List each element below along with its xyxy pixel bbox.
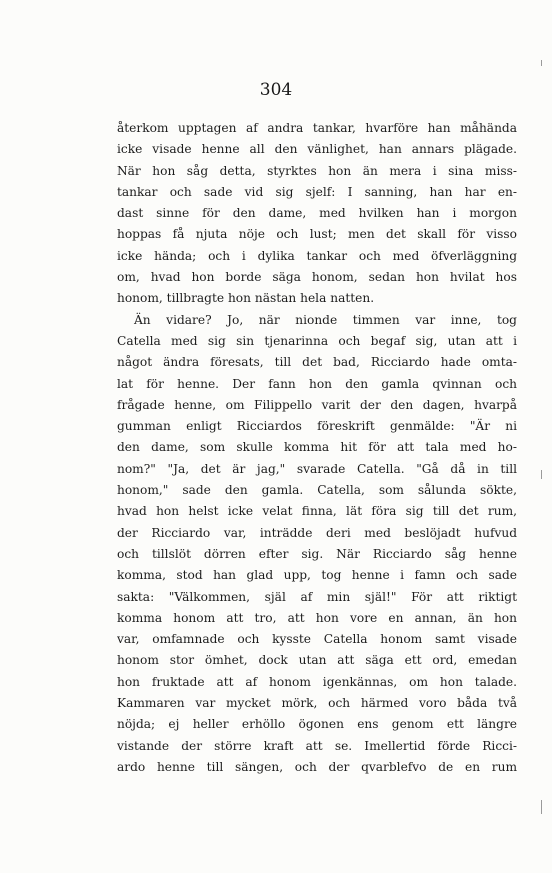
text-line: komma, stod han glad upp, tog henne i famn och sade — [117, 568, 517, 583]
text-line: icke hända; och i dylika tankar och med öfverläggning — [117, 248, 517, 263]
text-line: icke visade henne all den vänlighet, han annars plägade. — [117, 142, 517, 157]
text-line: sakta: "Välkommen, själ af min själ!" För att riktigt — [117, 589, 517, 604]
text-line: ardo henne till sängen, och der qvarblefvo de en rum — [117, 759, 517, 774]
text-line: honom stor ömhet, dock utan att säga ett ord, emedan — [117, 653, 517, 668]
text-line: tankar och sade vid sig sjelf: I sanning, han har en- — [117, 184, 517, 199]
text-line: om, hvad hon borde säga honom, sedan hon hvilat hos — [117, 270, 517, 285]
scan-edge-mark — [541, 60, 542, 66]
text-line: frågade henne, om Filippello varit der den dagen, hvarpå — [117, 397, 517, 412]
text-line: något ändra föresats, till det bad, Ricciardo hade omta- — [117, 355, 517, 370]
scan-edge-mark — [541, 470, 542, 479]
text-line: återkom upptagen af andra tankar, hvarföre han måhända — [117, 121, 517, 135]
text-line: hon fruktade att af honom igenkännas, om hon talade. — [117, 674, 517, 689]
text-line: komma honom att tro, att hon vore en annan, än hon — [117, 610, 517, 625]
text-line: När hon såg detta, styrktes hon än mera i sina miss- — [117, 163, 517, 178]
text-line: var, omfamnade och kysste Catella honom samt visade — [117, 632, 517, 647]
text-line: den dame, som skulle komma hit för att tala med ho- — [117, 440, 517, 455]
text-line: Catella med sig sin tjenarinna och begaf sig, utan att i — [117, 333, 517, 348]
text-line: vistande der större kraft att se. Imellertid förde Ricci- — [117, 738, 517, 753]
text-line: och tillslöt dörren efter sig. När Ricciardo såg henne — [117, 546, 517, 561]
text-line: hoppas få njuta nöje och lust; men det skall för visso — [117, 227, 517, 242]
text-line: Än vidare? Jo, när nionde timmen var inne, tog — [134, 312, 517, 327]
text-line: lat för henne. Der fann hon den gamla qvinnan och — [117, 376, 517, 391]
scan-edge-mark — [541, 800, 542, 814]
body-text — [117, 118, 517, 778]
text-line: der Ricciardo var, inträdde deri med beslöjadt hufvud — [117, 525, 517, 540]
text-line: honom," sade den gamla. Catella, som sålunda sökte, — [117, 483, 517, 498]
page-number: 304 — [259, 80, 293, 100]
text-line: honom, tillbragte hon nästan hela natten. — [117, 291, 375, 306]
text-line: dast sinne för den dame, med hvilken han i morgon — [117, 206, 517, 221]
text-line: Kammaren var mycket mörk, och härmed voro båda två — [117, 696, 517, 711]
text-line: hvad hon helst icke velat finna, lät föra sig till det rum, — [117, 504, 517, 519]
text-line: nöjda; ej heller erhöllo ögonen ens genom ett längre — [117, 717, 517, 732]
text-line: gumman enligt Ricciardos föreskrift genmälde: "Är ni — [117, 419, 517, 434]
text-line: nom?" "Ja, det är jag," svarade Catella. "Gå då in till — [117, 461, 517, 476]
